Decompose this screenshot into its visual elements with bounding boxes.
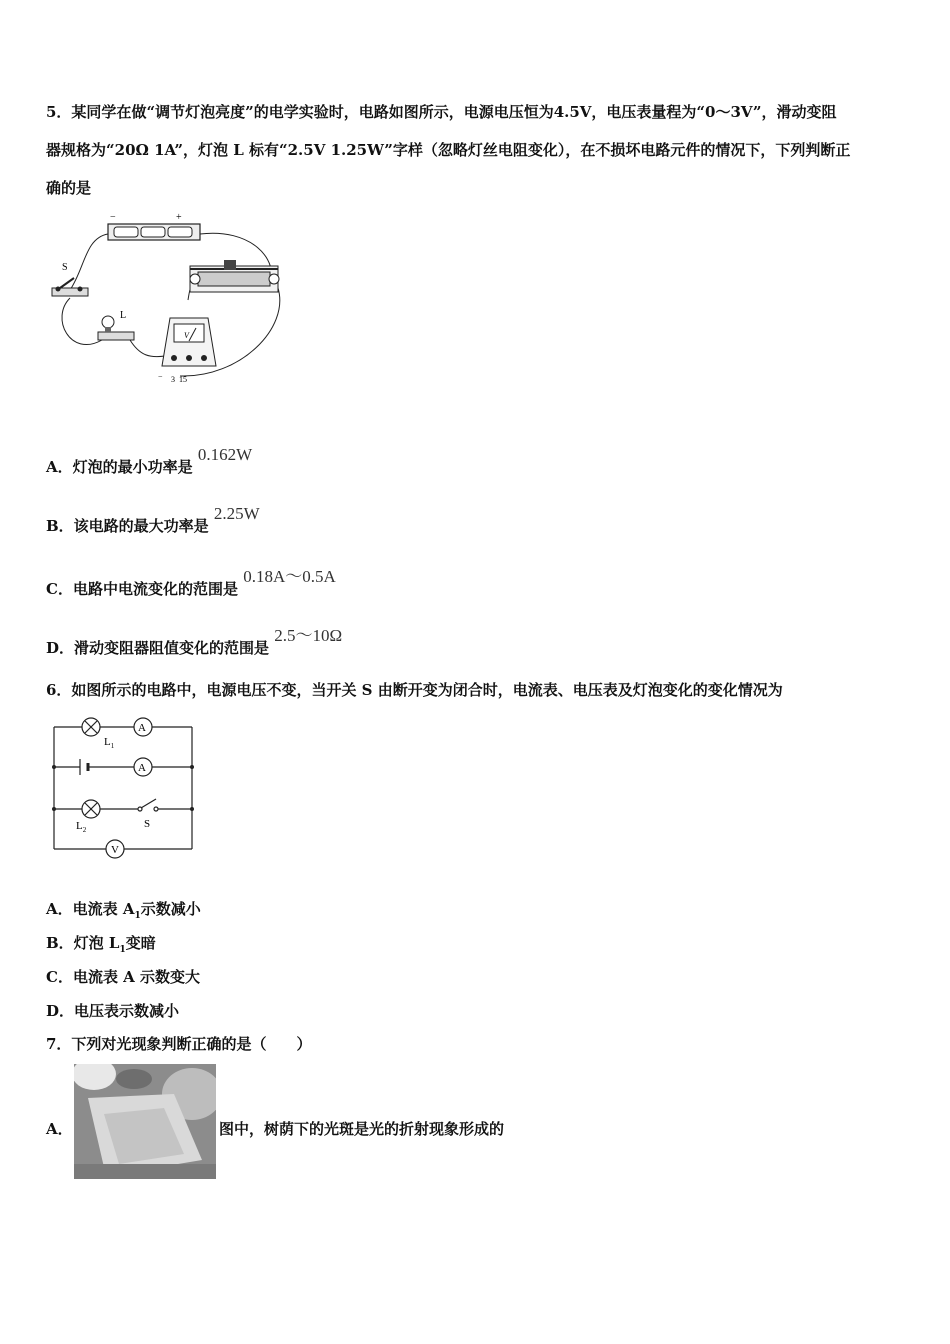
lamp-l1-icon [82,718,100,736]
q5-option-b-label: B．该电路的最大功率是 [46,517,209,535]
lamp-label: L [120,310,127,321]
q7-option-a-text: 图中，树荫下的光斑是光的折射现象形成的 [219,1120,505,1138]
rheostat-icon [190,260,279,292]
q6-option-b: B．灯泡 $L_1$变暗 [46,934,156,955]
terminal-15-label: 15 [179,375,187,384]
q6-option-c: C．电流表 A 示数变大 [46,968,201,986]
switch-label: S [62,262,68,273]
switch-icon [138,799,158,811]
tree-shade-photo [74,1064,216,1179]
battery-icon [108,224,200,240]
l1-label: $L_1$ [104,736,115,750]
switch-icon [52,278,88,296]
q5-line2: 器规格为“20Ω 1A”，灯泡 L 标有“2.5V 1.25W”字样（忽略灯丝电阻变化），在不损坏电路元件的情况下，下列判断正 [46,141,851,159]
q6-text: 6．如图所示的电路中，电源电压不变，当开关 S 由断开变为闭合时，电流表、电压表及灯泡变化的变化情况为 [46,681,783,699]
ammeter-a-label: A [138,762,146,774]
q5-option-a [46,445,253,477]
voltmeter-label: V [111,844,119,856]
q5-option-a-label: A．灯泡的最小功率是 [46,458,193,476]
q7-option-a-label: A． [46,1120,73,1138]
lamp-icon [98,316,134,340]
voltmeter-icon [162,318,216,366]
q5-option-c-label: C．电路中电流变化的范围是 [46,580,238,598]
q5-option-d [46,626,343,658]
q5-line3: 确的是 [46,179,92,197]
terminal-3-label: 3 [171,375,175,384]
q6-option-d: D．电压表示数减小 [46,1002,180,1020]
q5-circuit-figure [40,208,290,390]
q7-text: 7．下列对光现象判断正确的是（ ） [46,1035,312,1053]
q6-option-a: A．电流表 $A_1$示数减小 [46,900,201,921]
q5-option-b-value: 2.25W [213,504,260,523]
q5-option-d-value: 2.5～10Ω [274,626,343,645]
q5-option-c [46,567,336,599]
lamp-l2-icon [82,800,100,818]
battery-plus-label: + [176,212,182,223]
battery-minus-label: − [110,212,116,223]
q5-option-b [46,504,260,536]
q5-option-c-value: 0.18A～0.5A [243,567,336,586]
battery-icon [80,759,88,775]
switch-s-label: S [144,818,151,830]
l2-label: $L_2$ [76,820,87,834]
q5-option-a-value: 0.162W [197,445,253,464]
ammeter-a1-label: A [138,722,146,734]
q6-circuit-figure [46,713,198,859]
q5-line1: 5．某同学在做“调节灯泡亮度”的电学实验时，电路如图所示，电源电压恒为4.5V，电压表量程为“0～3V”，滑动变阻 [46,103,837,121]
q5-option-d-label: D．滑动变阻器阻值变化的范围是 [46,639,270,657]
meter-label: V [184,331,189,340]
terminal-minus-label: − [158,372,163,381]
